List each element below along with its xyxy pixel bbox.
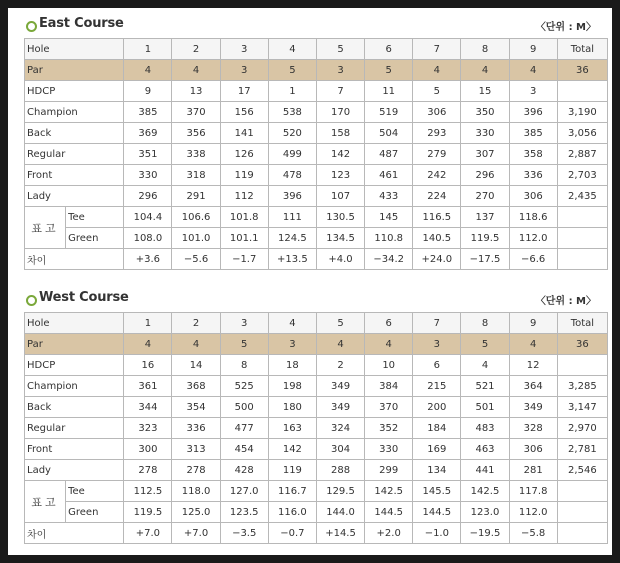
- row-label: Front: [25, 439, 124, 460]
- hole-cell: 4: [124, 60, 172, 81]
- hole-cell: −19.5: [461, 523, 509, 544]
- hole-cell: 463: [461, 439, 509, 460]
- hole-cell: 354: [172, 397, 220, 418]
- hole-cell: 328: [509, 418, 557, 439]
- hole-cell: 18: [268, 355, 316, 376]
- hole-cell: 16: [124, 355, 172, 376]
- hole-cell: 306: [509, 439, 557, 460]
- hole-cell: 270: [461, 186, 509, 207]
- course-title: East Course: [39, 16, 124, 31]
- hole-cell: 304: [316, 439, 364, 460]
- hole-cell: 356: [172, 123, 220, 144]
- hole-cell: 117.8: [509, 481, 557, 502]
- slope-sub-label: Green: [66, 228, 124, 249]
- hole-cell: −1.0: [413, 523, 461, 544]
- row-label: HDCP: [25, 81, 124, 102]
- hole-cell: 163: [268, 418, 316, 439]
- slope-row: [25, 228, 608, 249]
- total-cell: [557, 249, 607, 270]
- row-label: Lady: [25, 460, 124, 481]
- west-course-section: [24, 290, 608, 544]
- hole-cell: 8: [220, 355, 268, 376]
- hole-cell: 215: [413, 376, 461, 397]
- row-label: Hole: [25, 313, 124, 334]
- hole-cell: +3.6: [124, 249, 172, 270]
- row-label: Lady: [25, 186, 124, 207]
- table-row: [25, 460, 608, 481]
- hole-cell: 349: [316, 397, 364, 418]
- hole-cell: 111: [268, 207, 316, 228]
- total-cell: [557, 481, 607, 502]
- hole-cell: 180: [268, 397, 316, 418]
- hole-cell: 5: [220, 334, 268, 355]
- hole-cell: 116.0: [268, 502, 316, 523]
- course-header: [24, 290, 608, 312]
- hole-cell: 538: [268, 102, 316, 123]
- hole-cell: 101.1: [220, 228, 268, 249]
- hole-cell: 279: [413, 144, 461, 165]
- table-row: [25, 123, 608, 144]
- hole-cell: 519: [365, 102, 413, 123]
- hole-cell: 142.5: [365, 481, 413, 502]
- row-label: Back: [25, 397, 124, 418]
- hole-cell: −5.8: [509, 523, 557, 544]
- hole-cell: 118.0: [172, 481, 220, 502]
- hole-cell: 351: [124, 144, 172, 165]
- hole-cell: 5: [268, 60, 316, 81]
- hole-cell: 3: [316, 60, 364, 81]
- hole-cell: +13.5: [268, 249, 316, 270]
- total-cell: 2,703: [557, 165, 607, 186]
- hole-cell: +24.0: [413, 249, 461, 270]
- difference-row: [25, 249, 608, 270]
- scorecard-table: [24, 312, 608, 544]
- row-label: 차이: [25, 249, 124, 270]
- hole-cell: 4: [268, 313, 316, 334]
- table-row: [25, 102, 608, 123]
- hole-cell: 2: [172, 313, 220, 334]
- table-row: [25, 439, 608, 460]
- total-cell: [557, 502, 607, 523]
- hole-cell: 107: [316, 186, 364, 207]
- slope-sub-label: Tee: [66, 481, 124, 502]
- hole-cell: 323: [124, 418, 172, 439]
- hole-cell: 126: [220, 144, 268, 165]
- hole-cell: 364: [509, 376, 557, 397]
- hole-cell: 330: [461, 123, 509, 144]
- hole-cell: 134: [413, 460, 461, 481]
- hole-cell: 338: [172, 144, 220, 165]
- hole-cell: 119.5: [124, 502, 172, 523]
- hole-cell: 330: [124, 165, 172, 186]
- hole-cell: 17: [220, 81, 268, 102]
- hole-cell: 4: [461, 355, 509, 376]
- hole-cell: 129.5: [316, 481, 364, 502]
- hole-cell: −3.5: [220, 523, 268, 544]
- hole-cell: 521: [461, 376, 509, 397]
- unit-label: 〈단위 : M〉: [535, 296, 596, 307]
- hole-cell: −5.6: [172, 249, 220, 270]
- total-cell: [557, 81, 607, 102]
- hole-cell: −0.7: [268, 523, 316, 544]
- hole-cell: 3: [413, 334, 461, 355]
- hole-cell: 13: [172, 81, 220, 102]
- hole-cell: 6: [365, 313, 413, 334]
- hole-cell: 349: [316, 376, 364, 397]
- hole-cell: 9: [509, 313, 557, 334]
- hole-cell: 137: [461, 207, 509, 228]
- hole-cell: 385: [124, 102, 172, 123]
- hole-cell: 112.5: [124, 481, 172, 502]
- hole-cell: 142.5: [461, 481, 509, 502]
- hole-cell: 300: [124, 439, 172, 460]
- hole-cell: 156: [220, 102, 268, 123]
- hole-cell: −17.5: [461, 249, 509, 270]
- hole-cell: +2.0: [365, 523, 413, 544]
- hole-cell: 477: [220, 418, 268, 439]
- table-row: [25, 355, 608, 376]
- total-cell: 3,285: [557, 376, 607, 397]
- slope-group-label: 표고: [25, 207, 66, 249]
- hole-cell: 119: [220, 165, 268, 186]
- table-row: [25, 376, 608, 397]
- hole-cell: 119.5: [461, 228, 509, 249]
- hole-cell: 123.5: [220, 502, 268, 523]
- hole-cell: 1: [124, 313, 172, 334]
- hole-cell: 358: [509, 144, 557, 165]
- row-label: Par: [25, 60, 124, 81]
- table-header-row: [25, 313, 608, 334]
- hole-cell: 4: [172, 60, 220, 81]
- hole-cell: 369: [124, 123, 172, 144]
- hole-cell: 306: [509, 186, 557, 207]
- table-row: [25, 418, 608, 439]
- hole-cell: 101.8: [220, 207, 268, 228]
- hole-cell: 7: [316, 81, 364, 102]
- hole-cell: 4: [461, 60, 509, 81]
- hole-cell: 140.5: [413, 228, 461, 249]
- hole-cell: 6: [413, 355, 461, 376]
- row-label: Back: [25, 123, 124, 144]
- hole-cell: 296: [461, 165, 509, 186]
- total-cell: 36: [557, 334, 607, 355]
- hole-cell: −6.6: [509, 249, 557, 270]
- hole-cell: 5: [365, 60, 413, 81]
- slope-sub-label: Green: [66, 502, 124, 523]
- hole-cell: 307: [461, 144, 509, 165]
- hole-cell: 4: [316, 334, 364, 355]
- hole-cell: 441: [461, 460, 509, 481]
- hole-cell: 130.5: [316, 207, 364, 228]
- total-cell: 3,190: [557, 102, 607, 123]
- hole-cell: 106.6: [172, 207, 220, 228]
- hole-cell: 158: [316, 123, 364, 144]
- slope-sub-label: Tee: [66, 207, 124, 228]
- hole-cell: 242: [413, 165, 461, 186]
- hole-cell: 141: [220, 123, 268, 144]
- total-cell: [557, 355, 607, 376]
- row-label: Champion: [25, 102, 124, 123]
- hole-cell: 200: [413, 397, 461, 418]
- hole-cell: 4: [268, 39, 316, 60]
- hole-cell: 4: [365, 334, 413, 355]
- hole-cell: 145.5: [413, 481, 461, 502]
- course-header: [24, 16, 608, 38]
- table-row: [25, 186, 608, 207]
- hole-cell: 525: [220, 376, 268, 397]
- hole-cell: 11: [365, 81, 413, 102]
- hole-cell: 8: [461, 39, 509, 60]
- hole-cell: 3: [220, 39, 268, 60]
- hole-cell: 110.8: [365, 228, 413, 249]
- hole-cell: 3: [509, 81, 557, 102]
- total-cell: 2,887: [557, 144, 607, 165]
- hole-cell: 3: [220, 313, 268, 334]
- hole-cell: 336: [172, 418, 220, 439]
- hole-cell: 324: [316, 418, 364, 439]
- slope-row: [25, 481, 608, 502]
- table-row: [25, 144, 608, 165]
- scorecard-table: [24, 38, 608, 270]
- hole-cell: 101.0: [172, 228, 220, 249]
- hole-cell: 123: [316, 165, 364, 186]
- hole-cell: 12: [509, 355, 557, 376]
- slope-row: [25, 502, 608, 523]
- hole-cell: 396: [509, 102, 557, 123]
- hole-cell: 4: [509, 334, 557, 355]
- hole-cell: 5: [316, 313, 364, 334]
- hole-cell: 487: [365, 144, 413, 165]
- hole-cell: +7.0: [172, 523, 220, 544]
- hole-cell: 142: [316, 144, 364, 165]
- hole-cell: 184: [413, 418, 461, 439]
- total-cell: 2,546: [557, 460, 607, 481]
- hole-cell: −1.7: [220, 249, 268, 270]
- hole-cell: 352: [365, 418, 413, 439]
- slope-row: [25, 207, 608, 228]
- table-row: [25, 81, 608, 102]
- total-cell: [557, 523, 607, 544]
- course-title: West Course: [39, 290, 129, 305]
- hole-cell: 501: [461, 397, 509, 418]
- hole-cell: 499: [268, 144, 316, 165]
- row-label: HDCP: [25, 355, 124, 376]
- row-label: Regular: [25, 418, 124, 439]
- hole-cell: +4.0: [316, 249, 364, 270]
- hole-cell: 144.5: [365, 502, 413, 523]
- hole-cell: 104.4: [124, 207, 172, 228]
- hole-cell: 9: [509, 39, 557, 60]
- hole-cell: 330: [365, 439, 413, 460]
- par-row: [25, 334, 608, 355]
- hole-cell: 349: [509, 397, 557, 418]
- total-cell: [557, 228, 607, 249]
- hole-cell: 454: [220, 439, 268, 460]
- hole-cell: 288: [316, 460, 364, 481]
- hole-cell: −34.2: [365, 249, 413, 270]
- hole-cell: 2: [316, 355, 364, 376]
- hole-cell: 296: [124, 186, 172, 207]
- hole-cell: 278: [124, 460, 172, 481]
- hole-cell: 336: [509, 165, 557, 186]
- hole-cell: 170: [316, 102, 364, 123]
- hole-cell: 344: [124, 397, 172, 418]
- total-cell: 2,435: [557, 186, 607, 207]
- hole-cell: 384: [365, 376, 413, 397]
- hole-cell: 123.0: [461, 502, 509, 523]
- hole-cell: 9: [124, 81, 172, 102]
- hole-cell: 370: [172, 102, 220, 123]
- hole-cell: 4: [413, 60, 461, 81]
- total-cell: Total: [557, 39, 607, 60]
- hole-cell: 112: [220, 186, 268, 207]
- hole-cell: 361: [124, 376, 172, 397]
- hole-cell: 520: [268, 123, 316, 144]
- difference-row: [25, 523, 608, 544]
- hole-cell: 112.0: [509, 228, 557, 249]
- hole-cell: 6: [365, 39, 413, 60]
- hole-cell: 313: [172, 439, 220, 460]
- hole-cell: 500: [220, 397, 268, 418]
- par-row: [25, 60, 608, 81]
- page-frame: [8, 8, 612, 555]
- hole-cell: 145: [365, 207, 413, 228]
- hole-cell: 478: [268, 165, 316, 186]
- hole-cell: 5: [413, 81, 461, 102]
- unit-label: 〈단위 : M〉: [535, 22, 596, 33]
- hole-cell: 396: [268, 186, 316, 207]
- hole-cell: 144.5: [413, 502, 461, 523]
- hole-cell: 293: [413, 123, 461, 144]
- row-label: Par: [25, 334, 124, 355]
- total-cell: 2,970: [557, 418, 607, 439]
- hole-cell: 169: [413, 439, 461, 460]
- hole-cell: 3: [268, 334, 316, 355]
- hole-cell: 4: [124, 334, 172, 355]
- row-label: Champion: [25, 376, 124, 397]
- total-cell: Total: [557, 313, 607, 334]
- row-label: Regular: [25, 144, 124, 165]
- hole-cell: 224: [413, 186, 461, 207]
- bullet-circle-icon: [26, 295, 37, 306]
- hole-cell: 125.0: [172, 502, 220, 523]
- hole-cell: 318: [172, 165, 220, 186]
- hole-cell: 483: [461, 418, 509, 439]
- hole-cell: 112.0: [509, 502, 557, 523]
- hole-cell: 2: [172, 39, 220, 60]
- hole-cell: 8: [461, 313, 509, 334]
- hole-cell: 14: [172, 355, 220, 376]
- hole-cell: 428: [220, 460, 268, 481]
- hole-cell: 127.0: [220, 481, 268, 502]
- hole-cell: 1: [268, 81, 316, 102]
- hole-cell: +7.0: [124, 523, 172, 544]
- hole-cell: 370: [365, 397, 413, 418]
- row-label: Front: [25, 165, 124, 186]
- hole-cell: 368: [172, 376, 220, 397]
- hole-cell: 124.5: [268, 228, 316, 249]
- table-row: [25, 397, 608, 418]
- total-cell: 36: [557, 60, 607, 81]
- hole-cell: 116.7: [268, 481, 316, 502]
- hole-cell: 144.0: [316, 502, 364, 523]
- hole-cell: 118.6: [509, 207, 557, 228]
- hole-cell: 10: [365, 355, 413, 376]
- hole-cell: 4: [509, 60, 557, 81]
- hole-cell: 7: [413, 313, 461, 334]
- hole-cell: 142: [268, 439, 316, 460]
- total-cell: [557, 207, 607, 228]
- table-row: [25, 165, 608, 186]
- hole-cell: 119: [268, 460, 316, 481]
- hole-cell: 278: [172, 460, 220, 481]
- hole-cell: 1: [124, 39, 172, 60]
- hole-cell: 385: [509, 123, 557, 144]
- hole-cell: 134.5: [316, 228, 364, 249]
- hole-cell: 4: [172, 334, 220, 355]
- hole-cell: 433: [365, 186, 413, 207]
- slope-group-label: 표고: [25, 481, 66, 523]
- east-course-section: [24, 16, 608, 270]
- hole-cell: +14.5: [316, 523, 364, 544]
- hole-cell: 116.5: [413, 207, 461, 228]
- total-cell: 3,056: [557, 123, 607, 144]
- bullet-circle-icon: [26, 21, 37, 32]
- hole-cell: 5: [316, 39, 364, 60]
- hole-cell: 350: [461, 102, 509, 123]
- hole-cell: 15: [461, 81, 509, 102]
- hole-cell: 5: [461, 334, 509, 355]
- hole-cell: 198: [268, 376, 316, 397]
- total-cell: 3,147: [557, 397, 607, 418]
- hole-cell: 291: [172, 186, 220, 207]
- total-cell: 2,781: [557, 439, 607, 460]
- table-header-row: [25, 39, 608, 60]
- hole-cell: 299: [365, 460, 413, 481]
- hole-cell: 7: [413, 39, 461, 60]
- row-label: Hole: [25, 39, 124, 60]
- hole-cell: 281: [509, 460, 557, 481]
- hole-cell: 504: [365, 123, 413, 144]
- hole-cell: 108.0: [124, 228, 172, 249]
- hole-cell: 3: [220, 60, 268, 81]
- row-label: 차이: [25, 523, 124, 544]
- hole-cell: 306: [413, 102, 461, 123]
- hole-cell: 461: [365, 165, 413, 186]
